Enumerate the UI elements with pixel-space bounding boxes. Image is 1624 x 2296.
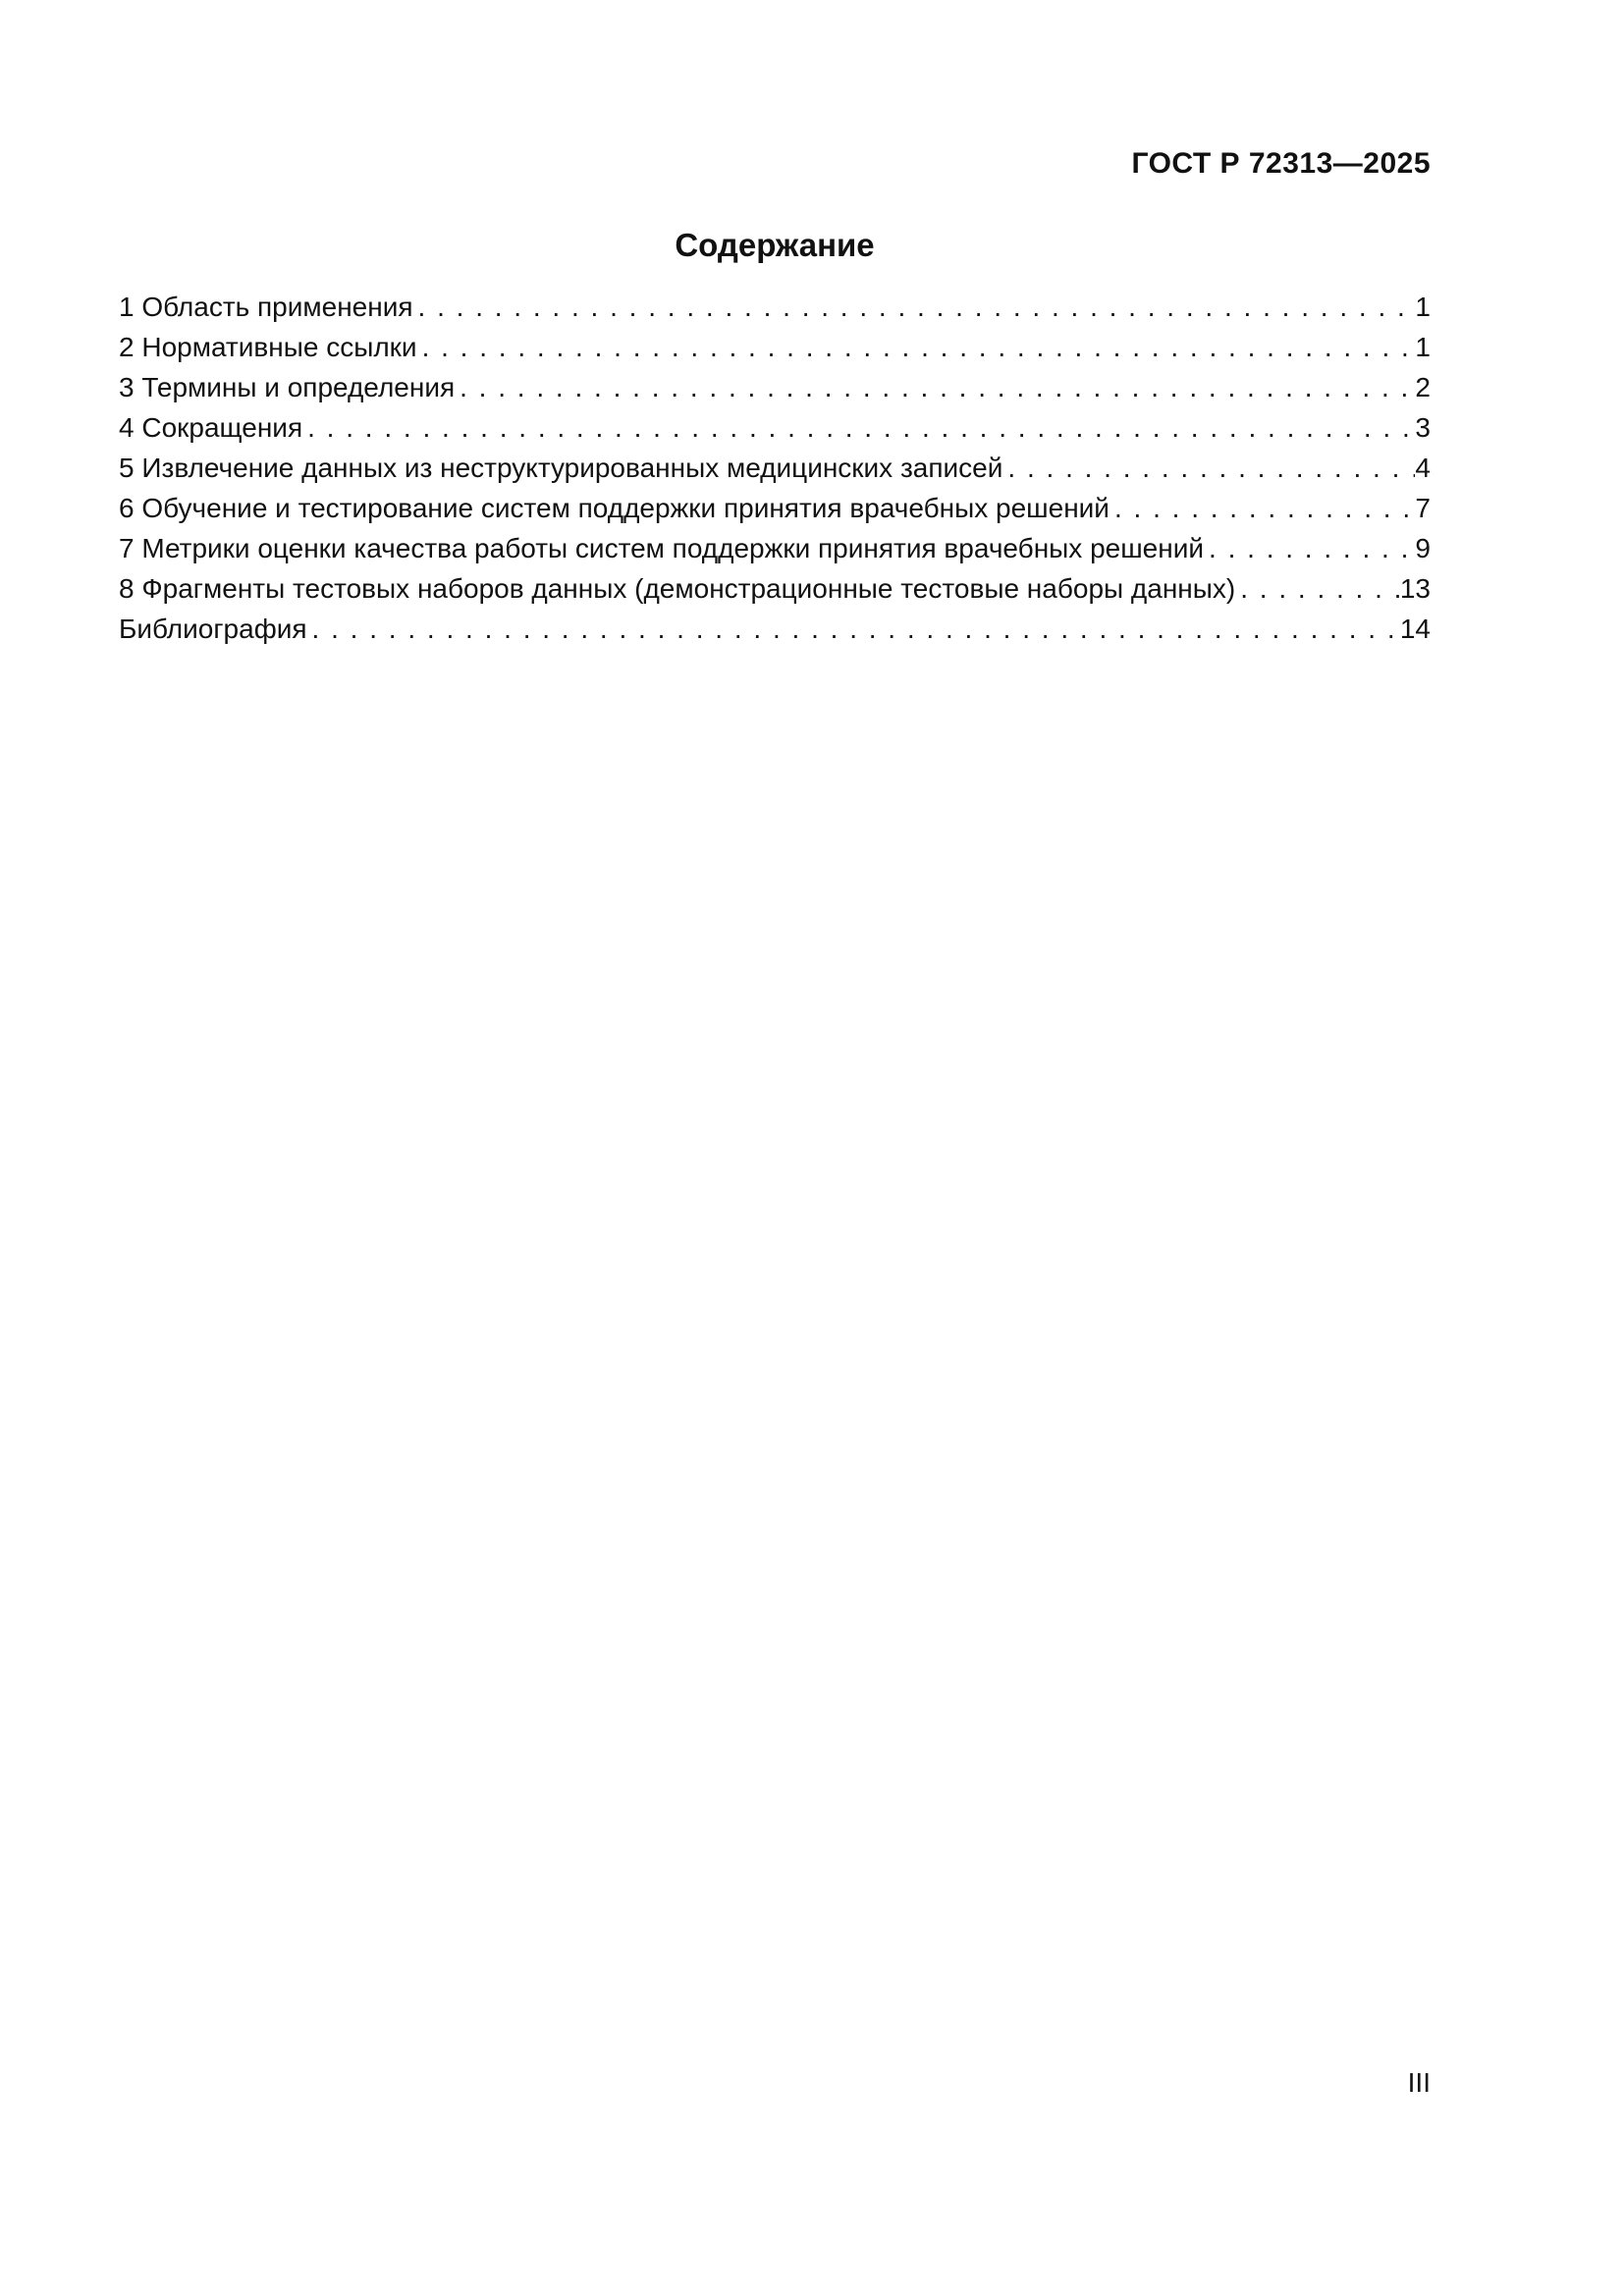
toc-entry-label: 8 Фрагменты тестовых наборов данных (демонстрационные тестовые наборы данных) bbox=[119, 573, 1236, 604]
toc-entry-page: 14 bbox=[1399, 614, 1431, 644]
toc-dot-leader bbox=[302, 407, 1415, 448]
table-of-contents bbox=[119, 287, 1431, 649]
toc-entry-label: 6 Обучение и тестирование систем поддержки принятия врачебных решений bbox=[119, 493, 1110, 523]
toc-entry-page: 1 bbox=[1415, 332, 1431, 362]
toc-entry bbox=[119, 609, 1431, 649]
toc-entry bbox=[119, 287, 1431, 327]
toc-entry-page: 1 bbox=[1415, 292, 1431, 322]
toc-entry-label: 5 Извлечение данных из неструктурированных медицинских записей bbox=[119, 453, 1003, 483]
toc-entry-label: 7 Метрики оценки качества работы систем поддержки принятия врачебных решений bbox=[119, 533, 1205, 563]
toc-dot-leader bbox=[413, 287, 1416, 327]
toc-entry-label: 1 Область применения bbox=[119, 292, 413, 322]
toc-entry-label: 2 Нормативные ссылки bbox=[119, 332, 417, 362]
toc-dot-leader bbox=[455, 367, 1415, 407]
toc-dot-leader bbox=[1110, 488, 1415, 528]
toc-dot-leader bbox=[1002, 448, 1415, 488]
toc-entry bbox=[119, 448, 1431, 488]
page-title: Содержание bbox=[675, 227, 875, 263]
toc-entry bbox=[119, 528, 1431, 568]
toc-entry-label: Библиография bbox=[119, 614, 307, 644]
toc-entry bbox=[119, 327, 1431, 367]
toc-entry bbox=[119, 488, 1431, 528]
toc-dot-leader bbox=[1204, 528, 1415, 568]
footer-page-number: III bbox=[1407, 2067, 1431, 2098]
toc-entry bbox=[119, 407, 1431, 448]
toc-entry-page: 13 bbox=[1399, 573, 1431, 604]
toc-entry-label: 4 Сокращения bbox=[119, 412, 303, 443]
toc-entry-page: 2 bbox=[1415, 372, 1431, 402]
toc-entry-page: 7 bbox=[1415, 493, 1431, 523]
toc-dot-leader bbox=[307, 609, 1400, 649]
toc-dot-leader bbox=[417, 327, 1416, 367]
document-standard-designation: ГОСТ Р 72313—2025 bbox=[1131, 147, 1431, 180]
toc-dot-leader bbox=[1235, 568, 1400, 609]
toc-entry-page: 9 bbox=[1415, 533, 1431, 563]
toc-entry-page: 3 bbox=[1415, 412, 1431, 443]
toc-entry bbox=[119, 367, 1431, 407]
toc-entry-label: 3 Термины и определения bbox=[119, 372, 456, 402]
toc-entry-page: 4 bbox=[1415, 453, 1431, 483]
toc-entry bbox=[119, 568, 1431, 609]
